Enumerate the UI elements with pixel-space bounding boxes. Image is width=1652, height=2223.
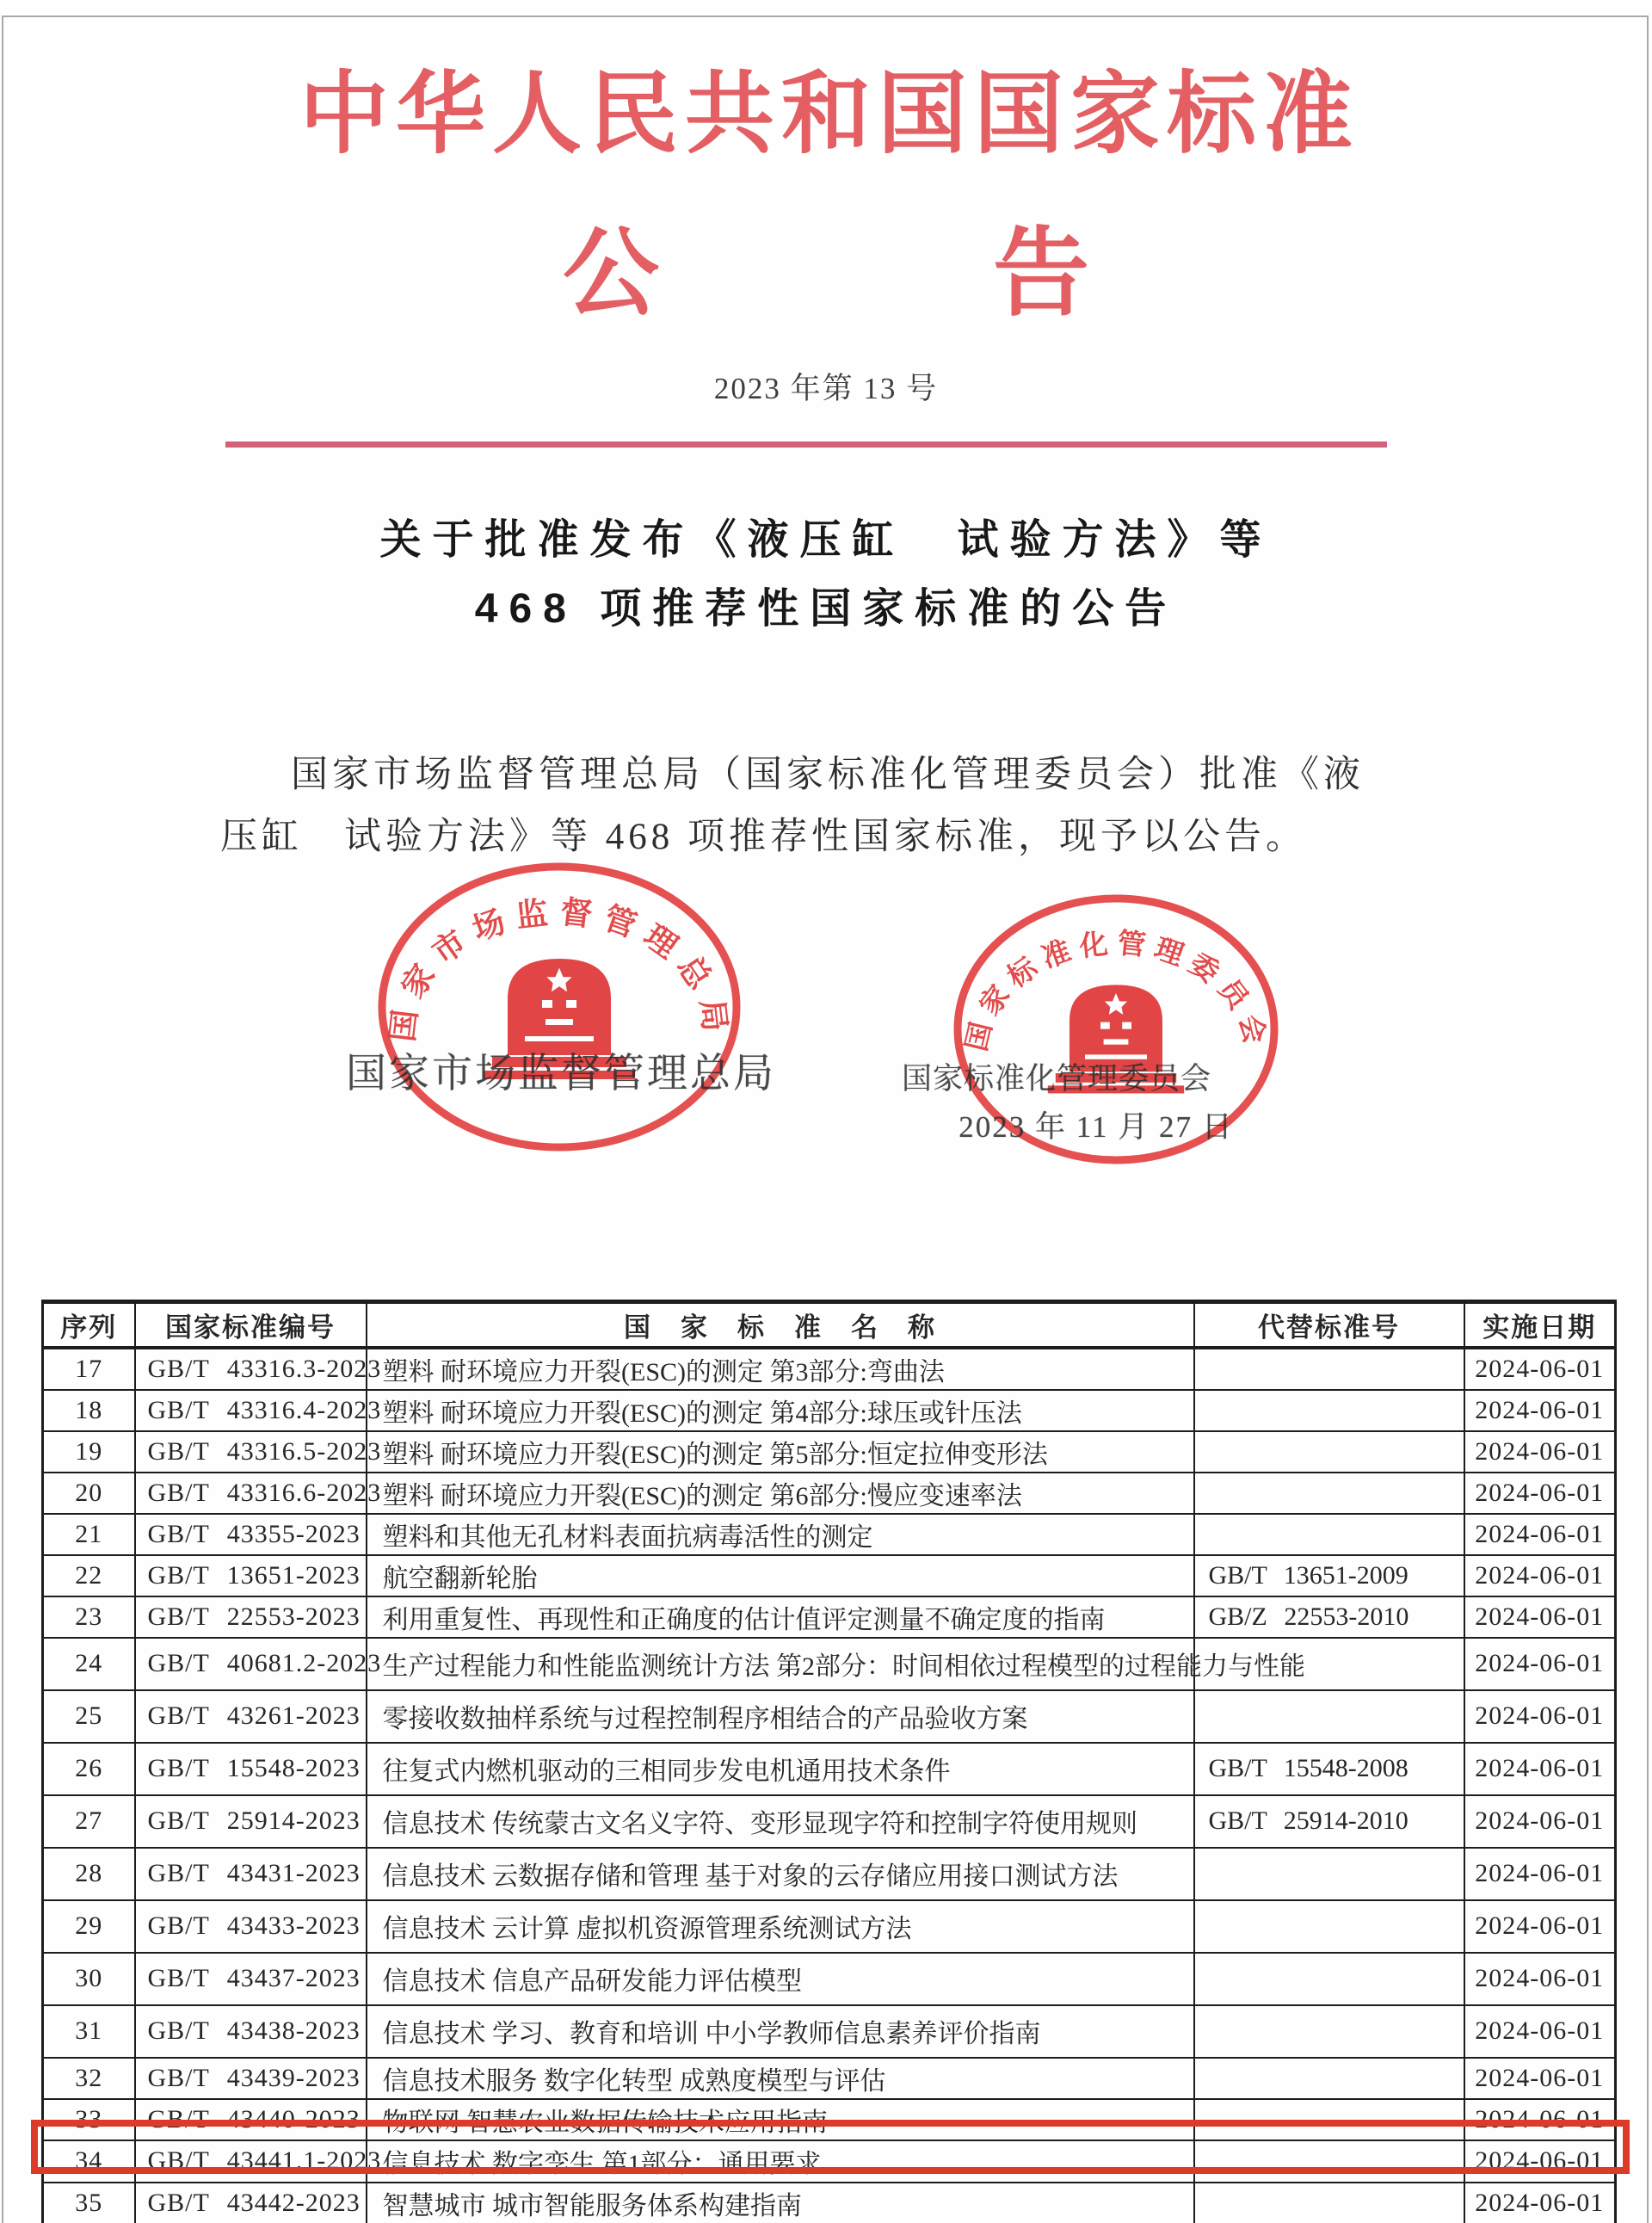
row-date: 2024-06-01: [1464, 1348, 1616, 1390]
col-header-name: 国 家 标 准 名 称: [367, 1302, 1194, 1348]
row-seq: 25: [43, 1690, 135, 1743]
row-replaced: [1194, 2005, 1464, 2058]
document-subtitle: [0, 196, 1652, 335]
row-seq: 31: [43, 2005, 135, 2058]
issue-number: 2023 年第 13 号: [713, 372, 939, 405]
row-name: 信息技术服务 数字化转型 成熟度模型与评估: [367, 2058, 1194, 2099]
row-replaced: [1194, 1390, 1464, 1431]
row-date: 2024-06-01: [1464, 2058, 1616, 2099]
table-row: [43, 1390, 1616, 1431]
row-code: GB/T 43442-2023: [135, 2183, 367, 2223]
row-seq: 29: [43, 1900, 135, 1953]
row-date: 2024-06-01: [1464, 1596, 1616, 1638]
seal-ring-text-left: 国家市场监督管理总局: [385, 894, 733, 1044]
row-replaced: GB/Z 22553-2010: [1194, 1596, 1464, 1638]
row-name: 信息技术 传统蒙古文名义字符、变形显现字符和控制字符使用规则: [367, 1795, 1194, 1848]
issue-date: 2023 年 11 月 27 日: [959, 1110, 1234, 1144]
row-code: GB/T 13651-2023: [135, 1555, 367, 1596]
header-divider-line: [225, 442, 1387, 448]
row-code: GB/T 43439-2023: [135, 2058, 367, 2099]
row-code: GB/T 43355-2023: [135, 1514, 367, 1555]
row-replaced: [1194, 1473, 1464, 1514]
row-name: 往复式内燃机驱动的三相同步发电机通用技术条件: [367, 1743, 1194, 1795]
row-name: 物联网 智慧农业数据传输技术应用指南: [367, 2099, 1194, 2140]
row-replaced: [1194, 1848, 1464, 1900]
row-date: 2024-06-01: [1464, 2140, 1616, 2183]
row-name: 利用重复性、再现性和正确度的估计值评定测量不确定度的指南: [367, 1596, 1194, 1638]
row-date: 2024-06-01: [1464, 2005, 1616, 2058]
row-name: 信息技术 数字孪生 第1部分：通用要求: [367, 2140, 1194, 2183]
row-date: 2024-06-01: [1464, 2099, 1616, 2140]
row-date: 2024-06-01: [1464, 1638, 1616, 1690]
row-code: GB/T 43316.4-2023: [135, 1390, 367, 1431]
row-replaced: [1194, 2058, 1464, 2099]
row-seq: 33: [43, 2099, 135, 2140]
row-seq: 22: [43, 1555, 135, 1596]
row-replaced: [1194, 1431, 1464, 1473]
row-replaced: GB/T 13651-2009: [1194, 1555, 1464, 1596]
row-seq: 28: [43, 1848, 135, 1900]
body-text-line1: 国家市场监督管理总局（国家标准化管理委员会）批准《液: [291, 755, 1365, 795]
row-name: 零接收数抽样系统与过程控制程序相结合的产品验收方案: [367, 1690, 1194, 1743]
row-date: 2024-06-01: [1464, 2183, 1616, 2223]
seal-ring-text-right: 国家标准化管理委员会: [961, 928, 1272, 1055]
row-name: 信息技术 学习、教育和培训 中小学教师信息素养评价指南: [367, 2005, 1194, 2058]
row-seq: 21: [43, 1514, 135, 1555]
row-seq: 34: [43, 2140, 135, 2183]
table-row: [43, 1596, 1616, 1638]
row-seq: 20: [43, 1473, 135, 1514]
row-code: GB/T 43316.6-2023: [135, 1473, 367, 1514]
table-row: [43, 1473, 1616, 1514]
row-date: 2024-06-01: [1464, 1690, 1616, 1743]
official-seal-samr: [374, 859, 744, 1156]
row-date: 2024-06-01: [1464, 1953, 1616, 2005]
row-code: GB/T 25914-2023: [135, 1795, 367, 1848]
row-name: 塑料和其他无孔材料表面抗病毒活性的测定: [367, 1514, 1194, 1555]
row-name: 智慧城市 城市智能服务体系构建指南: [367, 2183, 1194, 2223]
row-seq: 23: [43, 1596, 135, 1638]
row-date: 2024-06-01: [1464, 1848, 1616, 1900]
row-replaced: GB/T 15548-2008: [1194, 1743, 1464, 1795]
table-row: [43, 2058, 1616, 2099]
col-header-seq: 序列: [43, 1302, 135, 1348]
row-seq: 18: [43, 1390, 135, 1431]
row-name: 航空翻新轮胎: [367, 1555, 1194, 1596]
row-code: GB/T 43261-2023: [135, 1690, 367, 1743]
row-code: GB/T 43437-2023: [135, 1953, 367, 2005]
issuer-name-left: 国家市场监督管理总局: [346, 1052, 776, 1096]
row-seq: 17: [43, 1348, 135, 1390]
row-code: GB/T 43316.3-2023: [135, 1348, 367, 1390]
document-header-title: 中华人民共和国国家标准: [299, 65, 1359, 164]
row-replaced: [1194, 1953, 1464, 2005]
table-row: [43, 1848, 1616, 1900]
standards-table-wrap: [41, 1300, 1614, 2223]
table-row: [43, 1348, 1616, 1390]
issuer-name-right: 国家标准化管理委员会: [902, 1062, 1212, 1096]
row-replaced: [1194, 1348, 1464, 1390]
row-code: GB/T 43441.1-2023: [135, 2140, 367, 2183]
row-name: 塑料 耐环境应力开裂(ESC)的测定 第3部分:弯曲法: [367, 1348, 1194, 1390]
row-date: 2024-06-01: [1464, 1555, 1616, 1596]
row-name: 塑料 耐环境应力开裂(ESC)的测定 第6部分:慢应变速率法: [367, 1473, 1194, 1514]
table-row: [43, 1555, 1616, 1596]
col-header-date: 实施日期: [1464, 1302, 1616, 1348]
table-row: [43, 2005, 1616, 2058]
row-date: 2024-06-01: [1464, 1514, 1616, 1555]
row-replaced: [1194, 1514, 1464, 1555]
row-replaced: [1194, 1690, 1464, 1743]
row-name: 塑料 耐环境应力开裂(ESC)的测定 第5部分:恒定拉伸变形法: [367, 1431, 1194, 1473]
table-row: [43, 1638, 1616, 1690]
row-seq: 32: [43, 2058, 135, 2099]
table-row: [43, 1743, 1616, 1795]
subtitle-char-gong: 公: [563, 221, 659, 328]
row-code: GB/T 43440-2023: [135, 2099, 367, 2140]
table-row: [43, 1514, 1616, 1555]
row-code: GB/T 43431-2023: [135, 1848, 367, 1900]
row-replaced: [1194, 2183, 1464, 2223]
row-seq: 30: [43, 1953, 135, 2005]
row-code: GB/T 43316.5-2023: [135, 1431, 367, 1473]
row-code: GB/T 15548-2023: [135, 1743, 367, 1795]
row-seq: 24: [43, 1638, 135, 1690]
row-code: GB/T 40681.2-2023: [135, 1638, 367, 1690]
row-name: 信息技术 信息产品研发能力评估模型: [367, 1953, 1194, 2005]
row-date: 2024-06-01: [1464, 1795, 1616, 1848]
row-name: 信息技术 云计算 虚拟机资源管理系统测试方法: [367, 1900, 1194, 1953]
col-header-replaced: 代替标准号: [1194, 1302, 1464, 1348]
row-replaced: [1194, 1900, 1464, 1953]
row-seq: 35: [43, 2183, 135, 2223]
row-name: 塑料 耐环境应力开裂(ESC)的测定 第4部分:球压或针压法: [367, 1390, 1194, 1431]
row-seq: 27: [43, 1795, 135, 1848]
table-row: [43, 1900, 1616, 1953]
row-date: 2024-06-01: [1464, 1743, 1616, 1795]
subtitle-char-gao: 告: [993, 221, 1089, 328]
row-date: 2024-06-01: [1464, 1431, 1616, 1473]
row-code: GB/T 22553-2023: [135, 1596, 367, 1638]
row-seq: 26: [43, 1743, 135, 1795]
highlight-box-row-34: [31, 2120, 1630, 2174]
row-date: 2024-06-01: [1464, 1900, 1616, 1953]
table-row: [43, 2183, 1616, 2223]
table-row: [43, 1431, 1616, 1473]
row-code: GB/T 43433-2023: [135, 1900, 367, 1953]
standards-table: [41, 1300, 1617, 2223]
table-row: [43, 1953, 1616, 2005]
body-text-line2: 压缸 试验方法》等 468 项推荐性国家标准，现予以公告。: [220, 817, 1307, 857]
row-code: GB/T 43438-2023: [135, 2005, 367, 2058]
table-header-row: [43, 1302, 1616, 1348]
row-name: 生产过程能力和性能监测统计方法 第2部分：时间相依过程模型的过程能力与性能: [367, 1638, 1194, 1690]
announcement-title-line1: 关于批准发布《液压缸 试验方法》等: [379, 517, 1273, 563]
table-row: [43, 1690, 1616, 1743]
row-replaced: GB/T 25914-2010: [1194, 1795, 1464, 1848]
row-date: 2024-06-01: [1464, 1390, 1616, 1431]
row-date: 2024-06-01: [1464, 1473, 1616, 1514]
table-row: [43, 1795, 1616, 1848]
row-seq: 19: [43, 1431, 135, 1473]
col-header-code: 国家标准编号: [135, 1302, 367, 1348]
row-name: 信息技术 云数据存储和管理 基于对象的云存储应用接口测试方法: [367, 1848, 1194, 1900]
announcement-title-line2: 468 项推荐性国家标准的公告: [474, 586, 1178, 632]
